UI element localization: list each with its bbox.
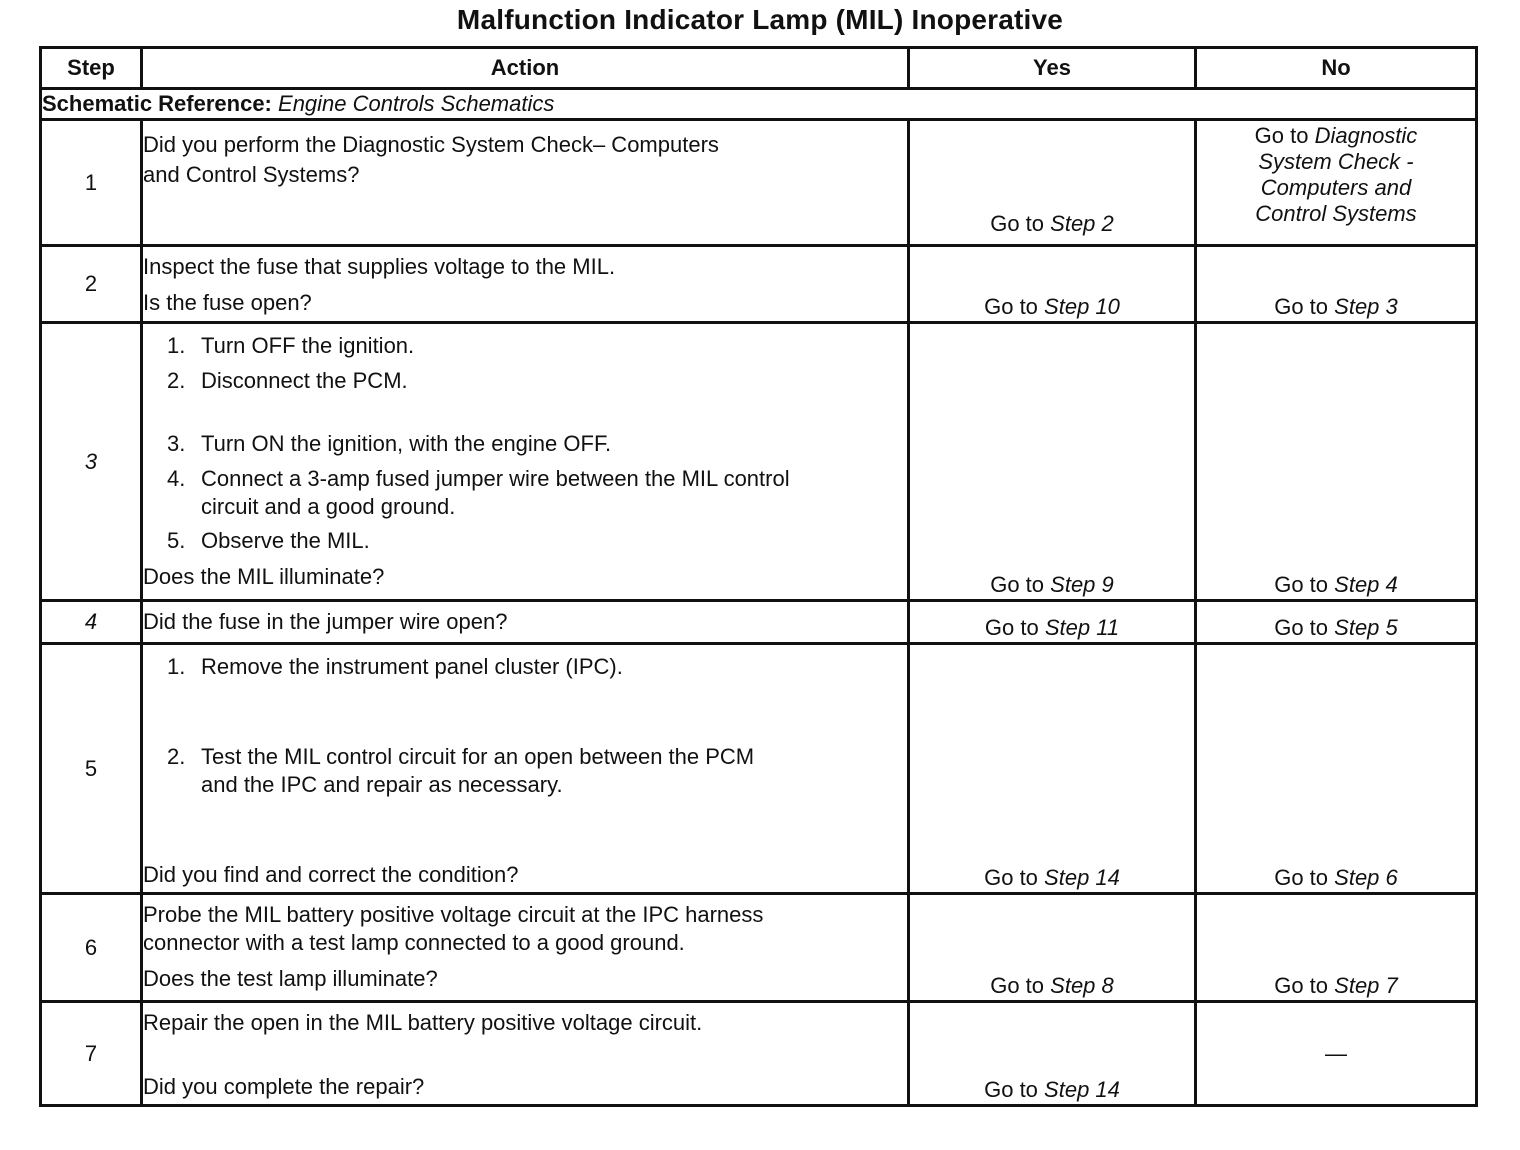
- no-cell: Go to Step 5: [1196, 601, 1477, 644]
- schematic-value: Engine Controls Schematics: [278, 91, 555, 116]
- no-header: No: [1196, 48, 1477, 89]
- list-item: 4. Connect a 3-amp fused jumper wire between the MIL control: [167, 466, 790, 491]
- action-cell: [142, 246, 909, 323]
- action-header: Action: [142, 48, 909, 89]
- yes-cell: Go to Step 9: [909, 323, 1196, 601]
- yes-cell: Go to Step 14: [909, 1002, 1196, 1106]
- action-text: Did you perform the Diagnostic System Check– Computers: [143, 132, 719, 157]
- action-cell: [142, 1002, 909, 1106]
- list-item: 2. Disconnect the PCM.: [167, 368, 408, 393]
- action-question: Did you find and correct the condition?: [143, 862, 519, 887]
- action-text: connector with a test lamp connected to a good ground.: [143, 930, 685, 955]
- page-title: Malfunction Indicator Lamp (MIL) Inoperative: [456, 4, 1064, 35]
- table-row: [41, 644, 1477, 894]
- schematic-label: Schematic Reference:: [42, 91, 272, 116]
- no-cell: Go to Diagnostic System Check - Computers and Control Systems: [1196, 120, 1477, 246]
- action-text: and Control Systems?: [143, 162, 360, 187]
- diagnostic-table: [39, 46, 1478, 1107]
- schematic-reference-row: [41, 89, 1477, 120]
- action-cell: [142, 323, 909, 601]
- table-row: [41, 246, 1477, 323]
- step-number: 4: [41, 601, 142, 644]
- step-number: 2: [41, 246, 142, 323]
- yes-cell: Go to Step 10: [909, 246, 1196, 323]
- yes-cell: Go to Step 8: [909, 894, 1196, 1002]
- action-text: Did the fuse in the jumper wire open?: [143, 609, 508, 634]
- no-cell: Go to Step 4: [1196, 323, 1477, 601]
- step-number: 5: [41, 644, 142, 894]
- no-cell: —: [1196, 1002, 1477, 1106]
- schematic-reference: [41, 89, 1477, 120]
- table-row: [41, 894, 1477, 1002]
- step-number: 3: [41, 323, 142, 601]
- step-number: 1: [41, 120, 142, 246]
- no-cell: Go to Step 6: [1196, 644, 1477, 894]
- table-row: [41, 1002, 1477, 1106]
- no-cell: Go to Step 3: [1196, 246, 1477, 323]
- yes-goto: Go to Step 2: [990, 211, 1114, 236]
- action-cell: [142, 894, 909, 1002]
- no-cell: Go to Step 7: [1196, 894, 1477, 1002]
- list-item: 5. Observe the MIL.: [167, 528, 370, 553]
- yes-cell: Go to Step 14: [909, 644, 1196, 894]
- action-cell: [142, 120, 909, 246]
- table-row: [41, 120, 1477, 246]
- action-question: Did you complete the repair?: [143, 1074, 425, 1099]
- action-cell: [142, 601, 909, 644]
- action-question: Does the test lamp illuminate?: [143, 966, 438, 991]
- step-header: Step: [41, 48, 142, 89]
- step-number: 7: [41, 1002, 142, 1106]
- yes-cell: Go to Step 11: [909, 601, 1196, 644]
- list-item: 1. Turn OFF the ignition.: [167, 333, 415, 358]
- no-goto: Go to Diagnostic: [1254, 123, 1418, 148]
- action-text: Repair the open in the MIL battery positive voltage circuit.: [143, 1010, 703, 1035]
- action-text: Is the fuse open?: [143, 290, 312, 315]
- action-text: Inspect the fuse that supplies voltage to the MIL.: [143, 254, 616, 279]
- action-text: Probe the MIL battery positive voltage circuit at the IPC harness: [143, 902, 764, 927]
- yes-cell: [909, 120, 1196, 246]
- list-item: 3. Turn ON the ignition, with the engine OFF.: [167, 431, 612, 456]
- list-item: 1. Remove the instrument panel cluster (IPC).: [167, 654, 623, 679]
- table-row: [41, 323, 1477, 601]
- list-item-continuation: circuit and a good ground.: [201, 494, 456, 519]
- header-row: [41, 48, 1477, 89]
- list-item: 2. Test the MIL control circuit for an open between the PCM: [167, 744, 755, 769]
- step-number: 6: [41, 894, 142, 1002]
- action-question: Does the MIL illuminate?: [143, 564, 385, 589]
- yes-header: Yes: [909, 48, 1196, 89]
- table-row: [41, 601, 1477, 644]
- list-item-continuation: and the IPC and repair as necessary.: [201, 772, 563, 797]
- action-cell: [142, 644, 909, 894]
